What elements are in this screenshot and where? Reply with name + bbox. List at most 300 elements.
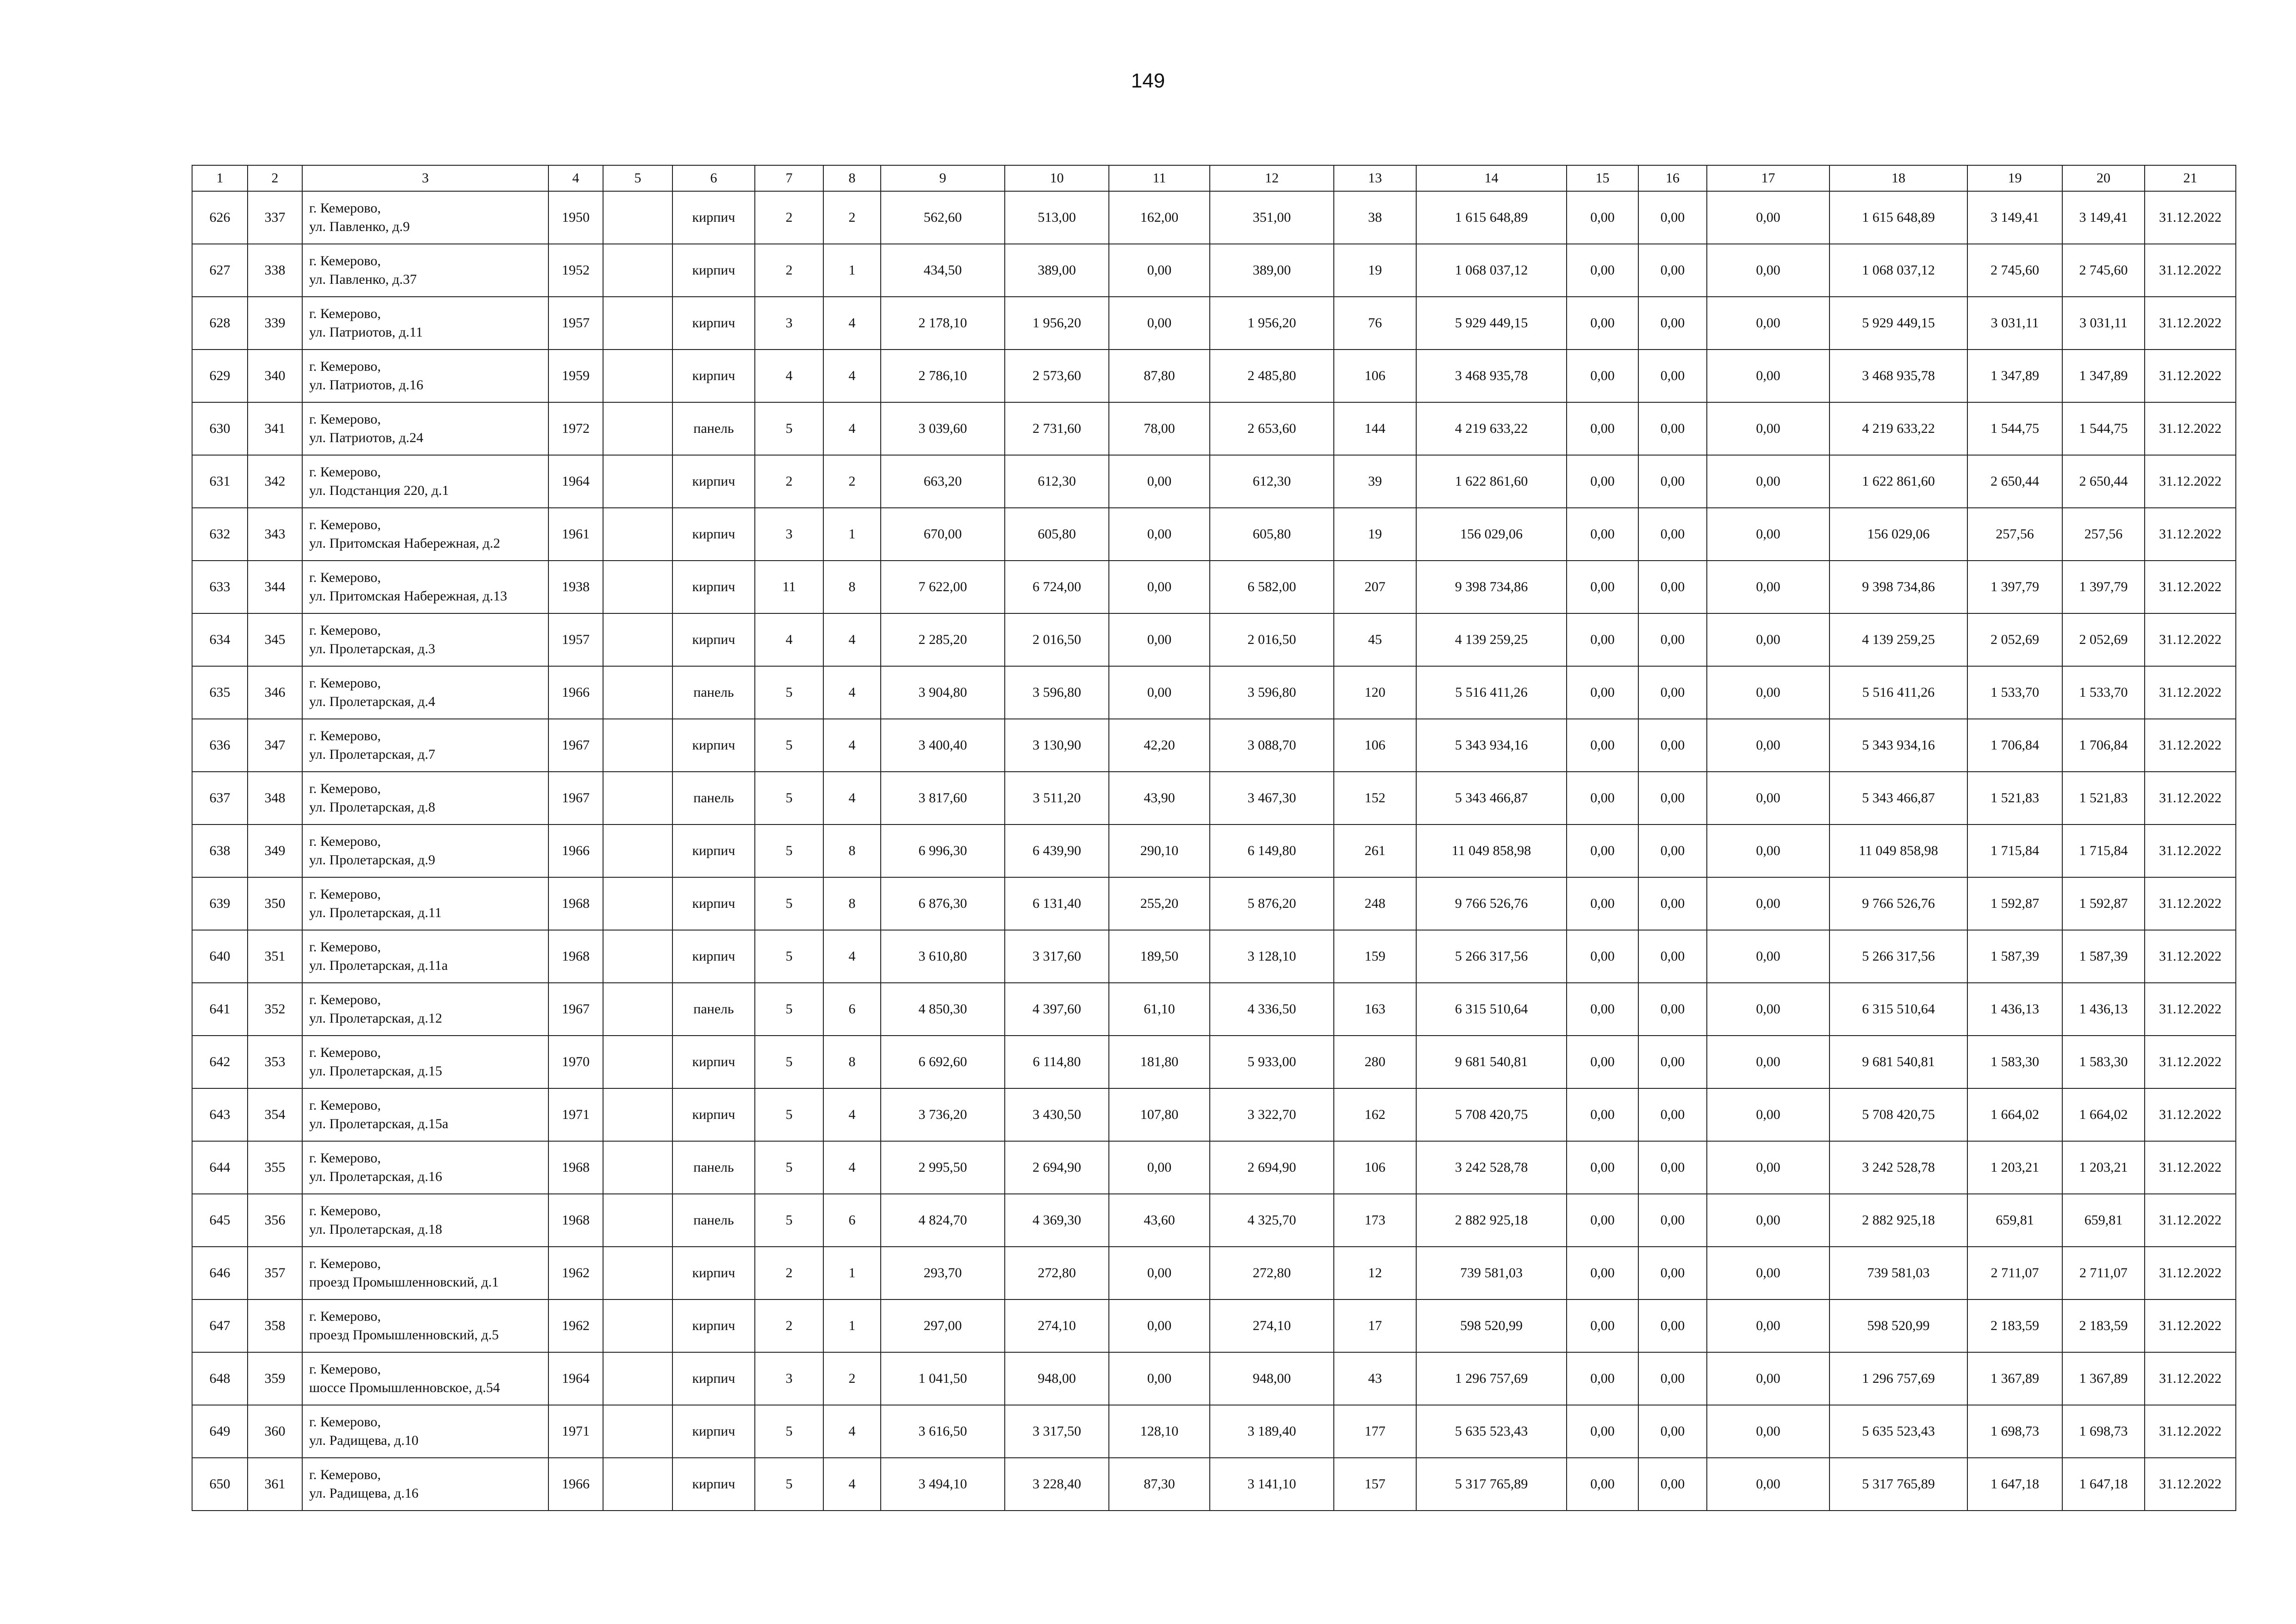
table-cell: 1962 [548,1299,603,1352]
table-cell: 5 [755,1194,823,1247]
table-cell: 6 114,80 [1005,1036,1109,1088]
table-cell: 255,20 [1109,877,1210,930]
table-cell: 5 [755,1088,823,1141]
address-cell [302,244,548,297]
table-cell [603,772,672,824]
table-cell: 2 [823,455,881,508]
table-cell: 31.12.2022 [2145,244,2236,297]
table-cell [603,1352,672,1405]
table-cell: 6 149,80 [1210,824,1334,877]
address-cell [302,1141,548,1194]
table-cell: 357 [248,1247,302,1299]
table-cell: 1971 [548,1088,603,1141]
column-header: 20 [2062,165,2145,191]
table-cell: 1964 [548,1352,603,1405]
table-cell [603,930,672,983]
table-cell: 2 711,07 [2062,1247,2145,1299]
table-cell: 0,00 [1707,1247,1829,1299]
table-cell: 87,30 [1109,1458,1210,1511]
table-cell: 4 [823,1141,881,1194]
table-cell: 1 698,73 [1967,1405,2062,1458]
table-cell: 1 [823,244,881,297]
table-cell: 3 031,11 [2062,297,2145,350]
address-street: ул. Пролетарская, д.12 [309,1011,442,1026]
table-cell: 2 786,10 [881,350,1005,402]
table-cell: 636 [192,719,248,772]
table-cell: 5 929 449,15 [1416,297,1567,350]
table-cell: 3 317,50 [1005,1405,1109,1458]
table-cell: 162 [1334,1088,1416,1141]
table-row [192,983,2236,1036]
table-cell: 43,60 [1109,1194,1210,1247]
table-cell: 948,00 [1210,1352,1334,1405]
table-cell: 659,81 [2062,1194,2145,1247]
address-street: ул. Притомская Набережная, д.2 [309,536,500,551]
table-cell: 2 650,44 [2062,455,2145,508]
table-cell: 1 647,18 [1967,1458,2062,1511]
address-city: г. Кемерово, [309,781,381,796]
table-cell: 0,00 [1707,824,1829,877]
table-cell: 337 [248,191,302,244]
column-header: 13 [1334,165,1416,191]
table-cell: 1 347,89 [2062,350,2145,402]
table-cell: 9 681 540,81 [1416,1036,1567,1088]
table-cell: 1967 [548,983,603,1036]
table-cell: 0,00 [1638,1405,1707,1458]
table-cell: 31.12.2022 [2145,1352,2236,1405]
table-cell: 11 049 858,98 [1416,824,1567,877]
table-cell: 3 596,80 [1005,666,1109,719]
column-header: 10 [1005,165,1109,191]
table-cell: 2 [755,1247,823,1299]
table-cell: 354 [248,1088,302,1141]
table-cell: 2 882 925,18 [1416,1194,1567,1247]
address-cell [302,1405,548,1458]
table-cell: 0,00 [1707,613,1829,666]
table-cell: 120 [1334,666,1416,719]
table-cell [603,983,672,1036]
table-cell: 5 708 420,75 [1829,1088,1967,1141]
table-cell: 173 [1334,1194,1416,1247]
table-cell: 5 [755,1036,823,1088]
table-cell: 650 [192,1458,248,1511]
table-cell: 31.12.2022 [2145,1141,2236,1194]
table-cell: 4 325,70 [1210,1194,1334,1247]
table-cell: 1 615 648,89 [1416,191,1567,244]
table-cell [603,613,672,666]
table-cell: 6 876,30 [881,877,1005,930]
table-cell: 31.12.2022 [2145,402,2236,455]
table-cell: 2 052,69 [1967,613,2062,666]
table-cell: 5 317 765,89 [1416,1458,1567,1511]
table-cell: 338 [248,244,302,297]
address-city: г. Кемерово, [309,834,381,849]
table-cell: 1 956,20 [1210,297,1334,350]
table-cell: 1967 [548,719,603,772]
table-cell: кирпич [672,561,755,613]
table-cell: 626 [192,191,248,244]
table-cell: 1950 [548,191,603,244]
address-cell [302,191,548,244]
table-cell: кирпич [672,1352,755,1405]
table-row [192,402,2236,455]
table-cell: 0,00 [1707,983,1829,1036]
table-cell: 2 995,50 [881,1141,1005,1194]
address-cell [302,297,548,350]
column-header: 5 [603,165,672,191]
table-cell: 647 [192,1299,248,1352]
table-cell: 2 653,60 [1210,402,1334,455]
table-cell: 39 [1334,455,1416,508]
table-cell: 513,00 [1005,191,1109,244]
table-cell: 31.12.2022 [2145,613,2236,666]
table-cell: 163 [1334,983,1416,1036]
table-cell: 5 [755,402,823,455]
table-cell: кирпич [672,1299,755,1352]
column-header: 14 [1416,165,1567,191]
table-cell: панель [672,402,755,455]
table-row [192,877,2236,930]
table-cell: 0,00 [1638,1141,1707,1194]
table-row [192,719,2236,772]
table-cell: 0,00 [1638,877,1707,930]
table-cell: 2 016,50 [1210,613,1334,666]
address-cell [302,508,548,561]
table-cell [603,1088,672,1141]
table-cell: 2 [755,1299,823,1352]
table-cell: 1962 [548,1247,603,1299]
table-cell: 78,00 [1109,402,1210,455]
address-street: шоссе Промышленновское, д.54 [309,1380,500,1395]
table-cell: 0,00 [1567,297,1638,350]
column-header: 8 [823,165,881,191]
table-cell: 159 [1334,930,1416,983]
table-cell: 0,00 [1638,824,1707,877]
table-cell: 0,00 [1638,719,1707,772]
table-cell: 31.12.2022 [2145,455,2236,508]
table-cell: 341 [248,402,302,455]
table-cell: 0,00 [1567,508,1638,561]
table-row [192,1141,2236,1194]
table-cell: 4 139 259,25 [1416,613,1567,666]
table-cell: 1964 [548,455,603,508]
table-cell: 340 [248,350,302,402]
table-cell: 3 400,40 [881,719,1005,772]
table-cell: 4 [823,1405,881,1458]
housing-register-table [192,165,2236,1511]
table-cell: 353 [248,1036,302,1088]
address-cell [302,772,548,824]
table-cell: 248 [1334,877,1416,930]
table-cell: 8 [823,1036,881,1088]
table-cell: 1 367,89 [2062,1352,2145,1405]
address-street: ул. Радищева, д.10 [309,1433,419,1448]
table-cell: 1968 [548,1194,603,1247]
table-cell: 1957 [548,613,603,666]
table-cell: 1 544,75 [1967,402,2062,455]
table-cell: 0,00 [1638,1247,1707,1299]
table-cell: 6 439,90 [1005,824,1109,877]
column-header: 12 [1210,165,1334,191]
table-cell: 2 [823,1352,881,1405]
table-cell: 344 [248,561,302,613]
address-street: ул. Притомская Набережная, д.13 [309,588,507,604]
table-row [192,561,2236,613]
table-cell: 293,70 [881,1247,1005,1299]
table-cell: 646 [192,1247,248,1299]
table-cell: 6 996,30 [881,824,1005,877]
address-cell [302,930,548,983]
table-row [192,297,2236,350]
table-cell [603,508,672,561]
table-cell: 670,00 [881,508,1005,561]
table-cell: 0,00 [1567,1194,1638,1247]
table-cell: 12 [1334,1247,1416,1299]
table-cell: 5 317 765,89 [1829,1458,1967,1511]
address-city: г. Кемерово, [309,1045,381,1060]
table-cell: 0,00 [1707,1141,1829,1194]
table-cell: 0,00 [1638,402,1707,455]
table-cell: 3 242 528,78 [1829,1141,1967,1194]
table-cell: 31.12.2022 [2145,350,2236,402]
table-cell: 4 [823,719,881,772]
table-cell: 1 [823,1299,881,1352]
table-cell: 0,00 [1567,719,1638,772]
table-cell: 3 596,80 [1210,666,1334,719]
table-cell: 0,00 [1567,1458,1638,1511]
address-city: г. Кемерово, [309,200,381,216]
table-cell: 2 745,60 [1967,244,2062,297]
table-cell: 0,00 [1707,930,1829,983]
table-cell [603,1194,672,1247]
table-cell: 31.12.2022 [2145,561,2236,613]
address-cell [302,455,548,508]
table-cell: 1968 [548,877,603,930]
table-cell: 3 430,50 [1005,1088,1109,1141]
table-cell: 1952 [548,244,603,297]
table-cell: 1 [823,1247,881,1299]
table-cell: 2 745,60 [2062,244,2145,297]
table-cell: 0,00 [1638,1352,1707,1405]
column-header: 6 [672,165,755,191]
table-cell: 633 [192,561,248,613]
address-city: г. Кемерово, [309,570,381,585]
table-cell: 1 [823,508,881,561]
address-cell [302,666,548,719]
table-cell: 1 347,89 [1967,350,2062,402]
address-cell [302,1247,548,1299]
table-cell: 4 369,30 [1005,1194,1109,1247]
address-street: ул. Пролетарская, д.4 [309,694,436,709]
table-cell: 0,00 [1707,455,1829,508]
table-cell: 356 [248,1194,302,1247]
column-header: 4 [548,165,603,191]
table-cell [603,824,672,877]
table-cell: 0,00 [1707,1036,1829,1088]
table-cell: 1 203,21 [1967,1141,2062,1194]
table-cell: 4 [823,666,881,719]
table-cell: 3 494,10 [881,1458,1005,1511]
table-cell: 0,00 [1109,561,1210,613]
table-row [192,1458,2236,1511]
address-cell [302,983,548,1036]
table-cell: 0,00 [1707,1088,1829,1141]
table-row [192,508,2236,561]
table-cell: 343 [248,508,302,561]
table-cell: 598 520,99 [1416,1299,1567,1352]
table-cell: кирпич [672,877,755,930]
table-cell: 1 533,70 [1967,666,2062,719]
table-cell: 1972 [548,402,603,455]
table-row [192,1405,2236,1458]
table-cell: 1938 [548,561,603,613]
table-cell: 5 [755,930,823,983]
table-row [192,1352,2236,1405]
address-cell [302,1299,548,1352]
column-header: 2 [248,165,302,191]
table-cell: 6 131,40 [1005,877,1109,930]
table-cell: 207 [1334,561,1416,613]
table-cell: кирпич [672,191,755,244]
table-cell: 0,00 [1638,455,1707,508]
table-cell: 0,00 [1109,1352,1210,1405]
table-cell: 177 [1334,1405,1416,1458]
address-street: ул. Пролетарская, д.15а [309,1116,448,1131]
table-cell: 3 322,70 [1210,1088,1334,1141]
table-cell: 612,30 [1210,455,1334,508]
address-street: проезд Промышленновский, д.1 [309,1274,499,1290]
table-cell: 6 724,00 [1005,561,1109,613]
table-cell: 612,30 [1005,455,1109,508]
table-cell: 1 583,30 [2062,1036,2145,1088]
table-cell: 0,00 [1109,297,1210,350]
table-row [192,613,2236,666]
address-city: г. Кемерово, [309,1467,381,1482]
table-cell: 5 266 317,56 [1416,930,1567,983]
table-cell: 3 904,80 [881,666,1005,719]
table-cell: 0,00 [1109,244,1210,297]
table-cell: 638 [192,824,248,877]
table-cell: 5 [755,1458,823,1511]
table-cell: 0,00 [1638,297,1707,350]
table-cell: 1 698,73 [2062,1405,2145,1458]
address-city: г. Кемерово, [309,728,381,743]
table-cell [603,877,672,930]
table-cell: кирпич [672,1088,755,1141]
table-cell: 2 [755,244,823,297]
table-cell: 1 203,21 [2062,1141,2145,1194]
table-cell: 0,00 [1638,613,1707,666]
address-street: ул. Пролетарская, д.16 [309,1169,442,1184]
table-cell: 19 [1334,244,1416,297]
table-cell: 0,00 [1638,1458,1707,1511]
table-cell: 0,00 [1567,877,1638,930]
table-cell: 0,00 [1707,772,1829,824]
column-header: 18 [1829,165,1967,191]
table-cell: 3 317,60 [1005,930,1109,983]
address-street: ул. Пролетарская, д.18 [309,1222,442,1237]
table-cell: кирпич [672,824,755,877]
table-cell: 5 343 466,87 [1416,772,1567,824]
table-cell: 2 573,60 [1005,350,1109,402]
column-header: 15 [1567,165,1638,191]
address-city: г. Кемерово, [309,1256,381,1271]
table-cell: 0,00 [1638,666,1707,719]
table-cell: 5 516 411,26 [1416,666,1567,719]
table-cell: 280 [1334,1036,1416,1088]
table-cell: 1 397,79 [2062,561,2145,613]
table-cell: 1961 [548,508,603,561]
table-cell: 642 [192,1036,248,1088]
table-cell: 948,00 [1005,1352,1109,1405]
table-cell: 2 711,07 [1967,1247,2062,1299]
address-cell [302,1352,548,1405]
table-row [192,455,2236,508]
table-cell: панель [672,666,755,719]
table-cell: 1967 [548,772,603,824]
table-cell: 632 [192,508,248,561]
table-cell: 4 824,70 [881,1194,1005,1247]
table-cell: 3 [755,508,823,561]
table-cell: 0,00 [1707,191,1829,244]
table-cell: 1966 [548,666,603,719]
table-cell: 31.12.2022 [2145,1036,2236,1088]
table-cell: 3 149,41 [1967,191,2062,244]
table-cell: 1 521,83 [1967,772,2062,824]
table-cell: 348 [248,772,302,824]
table-cell [603,244,672,297]
table-cell: 0,00 [1707,1299,1829,1352]
table-cell: 355 [248,1141,302,1194]
table-cell: 3 [755,1352,823,1405]
table-cell: 1971 [548,1405,603,1458]
table-cell: 0,00 [1567,455,1638,508]
address-street: ул. Пролетарская, д.15 [309,1063,442,1079]
table-cell: 0,00 [1707,350,1829,402]
table-cell: 0,00 [1567,1036,1638,1088]
table-cell: 0,00 [1638,561,1707,613]
table-cell: 644 [192,1141,248,1194]
table-cell: 31.12.2022 [2145,1299,2236,1352]
table-cell: 349 [248,824,302,877]
table-cell [603,1247,672,1299]
table-cell: кирпич [672,930,755,983]
table-cell: 5 343 466,87 [1829,772,1967,824]
address-street: ул. Пролетарская, д.11а [309,958,448,973]
address-city: г. Кемерово, [309,464,381,480]
table-cell: 358 [248,1299,302,1352]
table-cell: 648 [192,1352,248,1405]
table-cell: 0,00 [1707,1352,1829,1405]
table-cell: 31.12.2022 [2145,877,2236,930]
table-cell: 339 [248,297,302,350]
table-cell: кирпич [672,1036,755,1088]
table-cell: 31.12.2022 [2145,930,2236,983]
table-cell: кирпич [672,1405,755,1458]
table-cell: 157 [1334,1458,1416,1511]
table-cell: панель [672,772,755,824]
table-cell: 0,00 [1707,297,1829,350]
table-cell: 351 [248,930,302,983]
table-cell: 31.12.2022 [2145,1405,2236,1458]
table-cell: 1 587,39 [1967,930,2062,983]
table-cell: кирпич [672,244,755,297]
column-header: 17 [1707,165,1829,191]
table-cell: 3 467,30 [1210,772,1334,824]
table-cell: 31.12.2022 [2145,719,2236,772]
table-cell: 342 [248,455,302,508]
table-cell: 562,60 [881,191,1005,244]
